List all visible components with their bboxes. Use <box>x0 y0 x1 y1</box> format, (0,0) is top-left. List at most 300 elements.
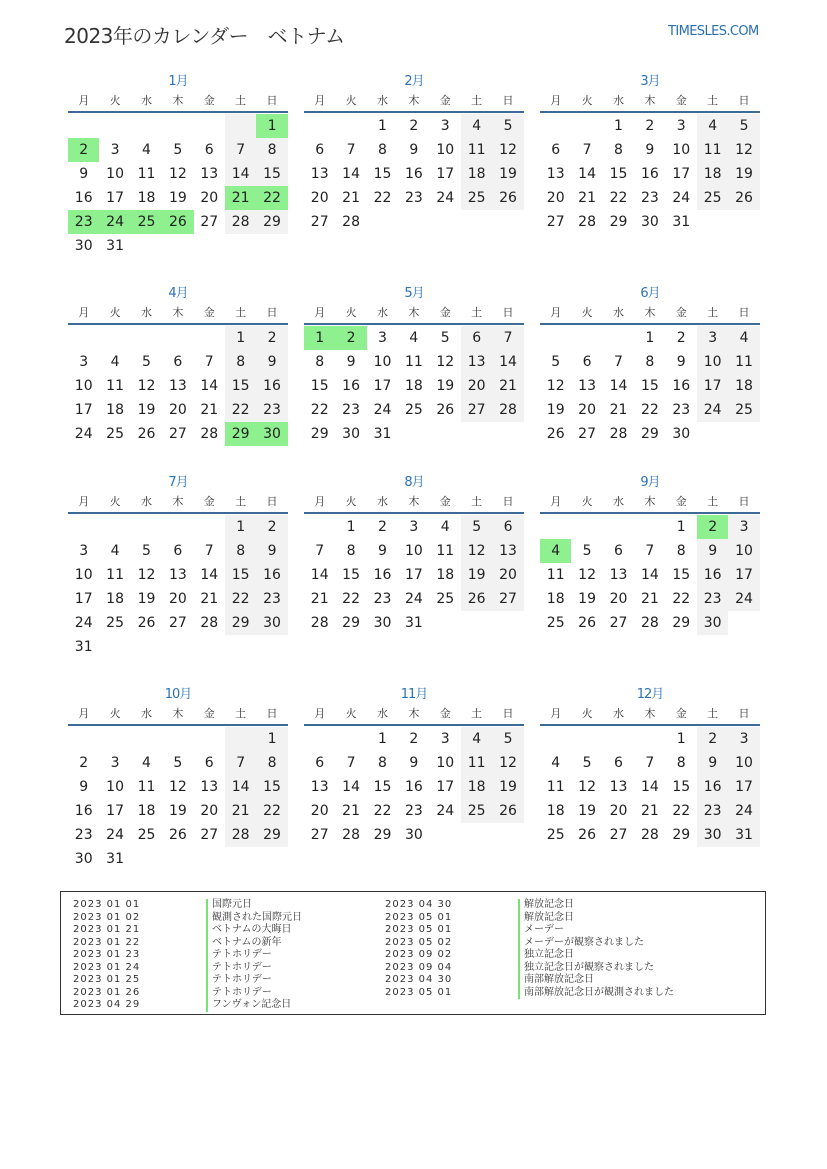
day-cell[interactable]: 16 <box>256 374 287 398</box>
day-cell[interactable]: 1 <box>676 731 686 747</box>
day-cell[interactable]: 28 <box>200 426 219 442</box>
day-cell[interactable]: 22 <box>342 591 360 607</box>
day-cell[interactable]: 5 <box>440 330 450 346</box>
day-cell[interactable]: 5 <box>173 142 183 158</box>
day-cell[interactable]: 9 <box>676 354 686 370</box>
day-cell[interactable]: 20 <box>461 374 492 398</box>
day-cell[interactable]: 2 <box>335 326 366 350</box>
day-cell[interactable]: 5 <box>492 727 523 751</box>
day-cell[interactable]: 9 <box>79 166 89 182</box>
day-cell[interactable]: 27 <box>578 426 596 442</box>
day-cell[interactable]: 18 <box>461 775 492 799</box>
day-cell[interactable]: 21 <box>640 803 659 819</box>
day-cell[interactable]: 24 <box>697 398 728 422</box>
day-cell[interactable]: 30 <box>256 611 287 635</box>
day-cell[interactable]: 24 <box>728 799 759 823</box>
day-cell[interactable]: 2 <box>68 138 99 162</box>
day-cell[interactable]: 15 <box>373 166 392 182</box>
day-cell[interactable]: 26 <box>492 799 523 823</box>
day-cell[interactable]: 30 <box>342 426 360 442</box>
day-cell[interactable]: 5 <box>142 543 151 559</box>
day-cell[interactable]: 12 <box>578 779 596 795</box>
day-cell[interactable]: 3 <box>697 326 728 350</box>
day-cell[interactable]: 29 <box>640 426 659 442</box>
day-cell[interactable]: 7 <box>645 543 655 559</box>
day-cell[interactable]: 4 <box>461 114 492 138</box>
day-cell[interactable]: 20 <box>168 402 187 418</box>
day-cell[interactable]: 23 <box>404 190 423 206</box>
day-cell[interactable]: 13 <box>168 378 187 394</box>
day-cell[interactable]: 5 <box>728 114 759 138</box>
day-cell[interactable]: 3 <box>378 330 387 346</box>
day-cell[interactable]: 12 <box>578 567 596 583</box>
day-cell[interactable]: 14 <box>342 779 360 795</box>
day-cell[interactable]: 18 <box>106 402 124 418</box>
day-cell[interactable]: 7 <box>204 354 214 370</box>
day-cell[interactable]: 2 <box>645 118 655 134</box>
day-cell[interactable]: 16 <box>404 166 423 182</box>
day-cell[interactable]: 6 <box>173 354 183 370</box>
day-cell[interactable]: 30 <box>373 615 392 631</box>
day-cell[interactable]: 5 <box>551 354 561 370</box>
day-cell[interactable]: 21 <box>342 803 360 819</box>
day-cell[interactable]: 18 <box>546 591 565 607</box>
day-cell[interactable]: 1 <box>304 326 335 350</box>
day-cell[interactable]: 13 <box>578 378 596 394</box>
day-cell[interactable]: 31 <box>404 615 423 631</box>
day-cell[interactable]: 22 <box>256 799 287 823</box>
day-cell[interactable]: 23 <box>373 591 392 607</box>
day-cell[interactable]: 17 <box>106 190 124 206</box>
day-cell[interactable]: 4 <box>440 519 450 535</box>
day-cell[interactable]: 21 <box>640 591 659 607</box>
day-cell[interactable]: 3 <box>110 142 120 158</box>
day-cell[interactable]: 16 <box>697 563 728 587</box>
day-cell[interactable]: 1 <box>225 326 256 350</box>
day-cell[interactable]: 26 <box>168 827 187 843</box>
day-cell[interactable]: 8 <box>378 142 387 158</box>
day-cell[interactable]: 15 <box>225 563 256 587</box>
day-cell[interactable]: 5 <box>582 543 592 559</box>
day-cell[interactable]: 22 <box>225 398 256 422</box>
day-cell[interactable]: 26 <box>436 402 455 418</box>
day-cell[interactable]: 2 <box>676 330 686 346</box>
day-cell[interactable]: 18 <box>106 591 124 607</box>
day-cell[interactable]: 24 <box>373 402 392 418</box>
day-cell[interactable]: 26 <box>728 186 759 210</box>
day-cell[interactable]: 13 <box>609 567 628 583</box>
day-cell[interactable]: 30 <box>74 851 93 867</box>
day-cell[interactable]: 13 <box>609 779 628 795</box>
day-cell[interactable]: 19 <box>546 402 565 418</box>
day-cell[interactable]: 24 <box>436 803 455 819</box>
day-cell[interactable]: 16 <box>74 803 93 819</box>
day-cell[interactable]: 23 <box>342 402 360 418</box>
day-cell[interactable]: 8 <box>256 138 287 162</box>
day-cell[interactable]: 4 <box>142 142 151 158</box>
day-cell[interactable]: 14 <box>640 567 659 583</box>
day-cell[interactable]: 13 <box>200 166 219 182</box>
day-cell[interactable]: 11 <box>404 354 423 370</box>
day-cell[interactable]: 11 <box>106 378 124 394</box>
day-cell[interactable]: 13 <box>546 166 565 182</box>
day-cell[interactable]: 7 <box>582 142 592 158</box>
day-cell[interactable]: 1 <box>676 519 686 535</box>
day-cell[interactable]: 10 <box>404 543 423 559</box>
day-cell[interactable]: 8 <box>645 354 655 370</box>
day-cell[interactable]: 25 <box>436 591 455 607</box>
day-cell[interactable]: 10 <box>728 539 759 563</box>
day-cell[interactable]: 11 <box>461 751 492 775</box>
day-cell[interactable]: 27 <box>200 827 219 843</box>
day-cell[interactable]: 23 <box>697 799 728 823</box>
day-cell[interactable]: 9 <box>79 779 89 795</box>
day-cell[interactable]: 20 <box>492 563 523 587</box>
day-cell[interactable]: 3 <box>728 727 759 751</box>
day-cell[interactable]: 22 <box>256 186 287 210</box>
day-cell[interactable]: 25 <box>106 426 124 442</box>
day-cell[interactable]: 24 <box>106 827 124 843</box>
day-cell[interactable]: 23 <box>697 587 728 611</box>
day-cell[interactable]: 27 <box>310 214 329 230</box>
day-cell[interactable]: 20 <box>578 402 596 418</box>
day-cell[interactable]: 20 <box>310 190 329 206</box>
day-cell[interactable]: 8 <box>614 142 623 158</box>
day-cell[interactable]: 19 <box>728 162 759 186</box>
day-cell[interactable]: 19 <box>137 402 156 418</box>
day-cell[interactable]: 30 <box>256 422 287 446</box>
day-cell[interactable]: 15 <box>256 775 287 799</box>
day-cell[interactable]: 18 <box>697 162 728 186</box>
site-name[interactable]: TIMESLES.COM <box>668 24 759 39</box>
day-cell[interactable]: 12 <box>168 166 187 182</box>
day-cell[interactable]: 31 <box>373 426 392 442</box>
day-cell[interactable]: 20 <box>609 803 628 819</box>
day-cell[interactable]: 25 <box>106 615 124 631</box>
day-cell[interactable]: 26 <box>578 615 596 631</box>
day-cell[interactable]: 20 <box>609 591 628 607</box>
day-cell[interactable]: 22 <box>672 591 691 607</box>
day-cell[interactable]: 19 <box>492 775 523 799</box>
day-cell[interactable]: 16 <box>373 567 392 583</box>
day-cell[interactable]: 29 <box>256 210 287 234</box>
day-cell[interactable]: 13 <box>492 539 523 563</box>
day-cell[interactable]: 4 <box>110 354 120 370</box>
day-cell[interactable]: 8 <box>378 755 387 771</box>
day-cell[interactable]: 8 <box>346 543 356 559</box>
day-cell[interactable]: 1 <box>346 519 356 535</box>
day-cell[interactable]: 9 <box>256 539 287 563</box>
day-cell[interactable]: 29 <box>672 827 691 843</box>
day-cell[interactable]: 3 <box>79 354 89 370</box>
day-cell[interactable]: 26 <box>137 426 156 442</box>
day-cell[interactable]: 28 <box>640 615 659 631</box>
day-cell[interactable]: 3 <box>676 118 686 134</box>
day-cell[interactable]: 3 <box>79 543 89 559</box>
day-cell[interactable]: 17 <box>672 166 691 182</box>
day-cell[interactable]: 6 <box>315 142 325 158</box>
day-cell[interactable]: 8 <box>225 539 256 563</box>
day-cell[interactable]: 5 <box>582 755 592 771</box>
day-cell[interactable]: 15 <box>672 779 691 795</box>
day-cell[interactable]: 28 <box>225 823 256 847</box>
day-cell[interactable]: 9 <box>346 354 356 370</box>
day-cell[interactable]: 12 <box>461 539 492 563</box>
day-cell[interactable]: 22 <box>225 587 256 611</box>
day-cell[interactable]: 21 <box>310 591 329 607</box>
day-cell[interactable]: 10 <box>106 779 124 795</box>
day-cell[interactable]: 19 <box>461 563 492 587</box>
day-cell[interactable]: 23 <box>256 587 287 611</box>
day-cell[interactable]: 27 <box>168 426 187 442</box>
day-cell[interactable]: 22 <box>373 190 392 206</box>
day-cell[interactable]: 14 <box>640 779 659 795</box>
day-cell[interactable]: 17 <box>106 803 124 819</box>
day-cell[interactable]: 10 <box>436 755 455 771</box>
day-cell[interactable]: 29 <box>373 827 392 843</box>
day-cell[interactable]: 29 <box>342 615 360 631</box>
day-cell[interactable]: 12 <box>546 378 565 394</box>
day-cell[interactable]: 30 <box>697 823 728 847</box>
day-cell[interactable]: 21 <box>609 402 628 418</box>
day-cell[interactable]: 28 <box>225 210 256 234</box>
day-cell[interactable]: 28 <box>342 827 360 843</box>
day-cell[interactable]: 10 <box>672 142 691 158</box>
day-cell[interactable]: 11 <box>436 543 455 559</box>
day-cell[interactable]: 28 <box>640 827 659 843</box>
day-cell[interactable]: 18 <box>137 190 156 206</box>
day-cell[interactable]: 27 <box>310 827 329 843</box>
day-cell[interactable]: 14 <box>342 166 360 182</box>
day-cell[interactable]: 6 <box>614 755 623 771</box>
day-cell[interactable]: 8 <box>315 354 325 370</box>
day-cell[interactable]: 11 <box>137 166 156 182</box>
day-cell[interactable]: 11 <box>697 138 728 162</box>
day-cell[interactable]: 6 <box>492 515 523 539</box>
day-cell[interactable]: 3 <box>440 731 450 747</box>
day-cell[interactable]: 11 <box>728 350 759 374</box>
day-cell[interactable]: 12 <box>137 378 156 394</box>
day-cell[interactable]: 4 <box>409 330 419 346</box>
day-cell[interactable]: 11 <box>137 779 156 795</box>
day-cell[interactable]: 10 <box>74 378 93 394</box>
day-cell[interactable]: 24 <box>99 210 130 234</box>
day-cell[interactable]: 26 <box>492 186 523 210</box>
day-cell[interactable]: 26 <box>137 615 156 631</box>
day-cell[interactable]: 1 <box>256 114 287 138</box>
day-cell[interactable]: 27 <box>492 587 523 611</box>
day-cell[interactable]: 31 <box>106 238 124 254</box>
day-cell[interactable]: 29 <box>225 422 256 446</box>
day-cell[interactable]: 11 <box>546 779 565 795</box>
day-cell[interactable]: 22 <box>373 803 392 819</box>
day-cell[interactable]: 1 <box>256 727 287 751</box>
day-cell[interactable]: 9 <box>256 350 287 374</box>
day-cell[interactable]: 12 <box>492 138 523 162</box>
day-cell[interactable]: 14 <box>609 378 628 394</box>
day-cell[interactable]: 14 <box>200 567 219 583</box>
day-cell[interactable]: 29 <box>256 823 287 847</box>
day-cell[interactable]: 10 <box>373 354 392 370</box>
day-cell[interactable]: 7 <box>645 755 655 771</box>
day-cell[interactable]: 19 <box>137 591 156 607</box>
day-cell[interactable]: 24 <box>74 426 93 442</box>
day-cell[interactable]: 7 <box>204 543 214 559</box>
day-cell[interactable]: 26 <box>578 827 596 843</box>
day-cell[interactable]: 17 <box>74 591 93 607</box>
day-cell[interactable]: 15 <box>373 779 392 795</box>
day-cell[interactable]: 14 <box>492 350 523 374</box>
day-cell[interactable]: 14 <box>310 567 329 583</box>
day-cell[interactable]: 29 <box>609 214 628 230</box>
day-cell[interactable]: 12 <box>492 751 523 775</box>
day-cell[interactable]: 11 <box>106 567 124 583</box>
day-cell[interactable]: 10 <box>697 350 728 374</box>
day-cell[interactable]: 1 <box>614 118 623 134</box>
day-cell[interactable]: 21 <box>578 190 596 206</box>
day-cell[interactable]: 6 <box>315 755 325 771</box>
day-cell[interactable]: 21 <box>225 186 256 210</box>
day-cell[interactable]: 2 <box>697 515 728 539</box>
day-cell[interactable]: 20 <box>310 803 329 819</box>
day-cell[interactable]: 6 <box>614 543 623 559</box>
day-cell[interactable]: 17 <box>373 378 392 394</box>
day-cell[interactable]: 24 <box>404 591 423 607</box>
day-cell[interactable]: 31 <box>728 823 759 847</box>
day-cell[interactable]: 26 <box>162 210 193 234</box>
day-cell[interactable]: 7 <box>346 142 356 158</box>
day-cell[interactable]: 19 <box>168 190 187 206</box>
day-cell[interactable]: 26 <box>461 587 492 611</box>
day-cell[interactable]: 9 <box>697 751 728 775</box>
day-cell[interactable]: 6 <box>204 755 214 771</box>
day-cell[interactable]: 13 <box>310 166 329 182</box>
day-cell[interactable]: 15 <box>225 374 256 398</box>
day-cell[interactable]: 30 <box>404 827 423 843</box>
day-cell[interactable]: 19 <box>578 591 596 607</box>
day-cell[interactable]: 17 <box>436 779 455 795</box>
day-cell[interactable]: 28 <box>492 398 523 422</box>
day-cell[interactable]: 6 <box>204 142 214 158</box>
day-cell[interactable]: 17 <box>404 567 423 583</box>
day-cell[interactable]: 5 <box>142 354 151 370</box>
day-cell[interactable]: 19 <box>578 803 596 819</box>
day-cell[interactable]: 2 <box>256 515 287 539</box>
day-cell[interactable]: 25 <box>546 615 565 631</box>
day-cell[interactable]: 25 <box>461 799 492 823</box>
day-cell[interactable]: 4 <box>110 543 120 559</box>
day-cell[interactable]: 20 <box>200 190 219 206</box>
day-cell[interactable]: 16 <box>672 378 691 394</box>
day-cell[interactable]: 15 <box>310 378 329 394</box>
day-cell[interactable]: 15 <box>672 567 691 583</box>
day-cell[interactable]: 5 <box>492 114 523 138</box>
day-cell[interactable]: 16 <box>640 166 659 182</box>
day-cell[interactable]: 9 <box>409 755 419 771</box>
day-cell[interactable]: 25 <box>137 827 156 843</box>
day-cell[interactable]: 31 <box>672 214 691 230</box>
day-cell[interactable]: 11 <box>546 567 565 583</box>
day-cell[interactable]: 8 <box>676 755 686 771</box>
day-cell[interactable]: 6 <box>173 543 183 559</box>
day-cell[interactable]: 4 <box>540 539 571 563</box>
day-cell[interactable]: 18 <box>546 803 565 819</box>
day-cell[interactable]: 12 <box>137 567 156 583</box>
day-cell[interactable]: 1 <box>378 118 387 134</box>
day-cell[interactable]: 18 <box>728 374 759 398</box>
day-cell[interactable]: 25 <box>131 210 162 234</box>
day-cell[interactable]: 29 <box>225 611 256 635</box>
day-cell[interactable]: 3 <box>440 118 450 134</box>
day-cell[interactable]: 7 <box>225 138 256 162</box>
day-cell[interactable]: 19 <box>436 378 455 394</box>
day-cell[interactable]: 8 <box>256 751 287 775</box>
day-cell[interactable]: 25 <box>697 186 728 210</box>
day-cell[interactable]: 24 <box>728 587 759 611</box>
day-cell[interactable]: 18 <box>461 162 492 186</box>
day-cell[interactable]: 31 <box>106 851 124 867</box>
day-cell[interactable]: 13 <box>200 779 219 795</box>
day-cell[interactable]: 17 <box>74 402 93 418</box>
day-cell[interactable]: 1 <box>225 515 256 539</box>
day-cell[interactable]: 22 <box>672 803 691 819</box>
day-cell[interactable]: 7 <box>346 755 356 771</box>
day-cell[interactable]: 17 <box>436 166 455 182</box>
day-cell[interactable]: 4 <box>697 114 728 138</box>
day-cell[interactable]: 1 <box>645 330 655 346</box>
day-cell[interactable]: 6 <box>461 326 492 350</box>
day-cell[interactable]: 27 <box>546 214 565 230</box>
day-cell[interactable]: 31 <box>74 639 93 655</box>
day-cell[interactable]: 23 <box>672 402 691 418</box>
day-cell[interactable]: 2 <box>79 755 89 771</box>
day-cell[interactable]: 27 <box>461 398 492 422</box>
day-cell[interactable]: 6 <box>551 142 561 158</box>
day-cell[interactable]: 21 <box>200 591 219 607</box>
day-cell[interactable]: 18 <box>436 567 455 583</box>
day-cell[interactable]: 11 <box>461 138 492 162</box>
day-cell[interactable]: 28 <box>200 615 219 631</box>
day-cell[interactable]: 23 <box>68 210 99 234</box>
day-cell[interactable]: 22 <box>609 190 628 206</box>
day-cell[interactable]: 3 <box>409 519 419 535</box>
day-cell[interactable]: 25 <box>546 827 565 843</box>
day-cell[interactable]: 8 <box>676 543 686 559</box>
day-cell[interactable]: 15 <box>609 166 628 182</box>
day-cell[interactable]: 7 <box>315 543 325 559</box>
day-cell[interactable]: 21 <box>200 402 219 418</box>
day-cell[interactable]: 12 <box>436 354 455 370</box>
day-cell[interactable]: 4 <box>461 727 492 751</box>
day-cell[interactable]: 7 <box>225 751 256 775</box>
day-cell[interactable]: 3 <box>110 755 120 771</box>
day-cell[interactable]: 23 <box>640 190 659 206</box>
day-cell[interactable]: 10 <box>74 567 93 583</box>
day-cell[interactable]: 8 <box>225 350 256 374</box>
day-cell[interactable]: 14 <box>225 162 256 186</box>
day-cell[interactable]: 15 <box>342 567 360 583</box>
day-cell[interactable]: 15 <box>640 378 659 394</box>
day-cell[interactable]: 22 <box>310 402 329 418</box>
day-cell[interactable]: 15 <box>256 162 287 186</box>
day-cell[interactable]: 7 <box>492 326 523 350</box>
day-cell[interactable]: 30 <box>697 611 728 635</box>
day-cell[interactable]: 20 <box>200 803 219 819</box>
day-cell[interactable]: 2 <box>256 326 287 350</box>
day-cell[interactable]: 2 <box>697 727 728 751</box>
day-cell[interactable]: 9 <box>378 543 387 559</box>
day-cell[interactable]: 28 <box>578 214 596 230</box>
